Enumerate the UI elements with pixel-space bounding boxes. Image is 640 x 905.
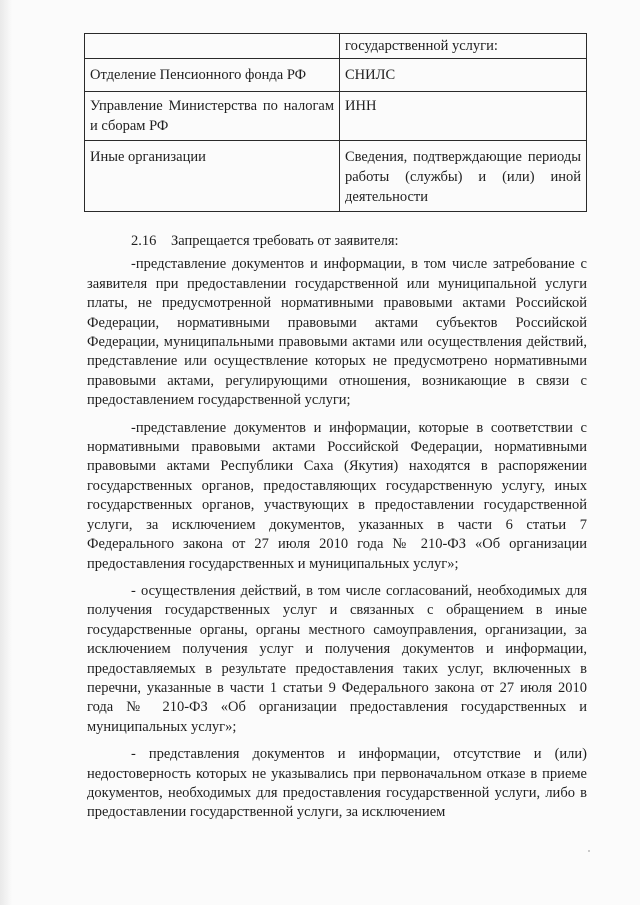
table-cell-doc: государственной услуги:: [340, 34, 587, 59]
table-row: [85, 59, 587, 92]
table-cell-doc: Сведения, подтверждающие периоды работы (службы) и (или) иной деятельности: [340, 141, 587, 212]
org-label: Отделение Пенсионного фонда РФ: [90, 67, 307, 83]
table-row: [85, 34, 587, 59]
table-cell-doc: [340, 59, 587, 92]
table-cell-org: Управление Министерства по налогам и сборам РФ: [85, 92, 340, 141]
documents-table: [84, 33, 587, 212]
doc-label: СНИЛС: [345, 67, 396, 83]
section-number: 2.16: [131, 233, 157, 249]
section-title: Запрещается требовать от заявителя:: [171, 233, 399, 249]
table-cell-org: [85, 59, 340, 92]
scan-speck: [588, 850, 590, 852]
table-cell-org: Иные организации: [85, 141, 340, 212]
table-row: [85, 141, 587, 212]
paragraph: -представление документов и информации, в том числе затребование с заявителя при предоставлении государственной или муниципальной услуги платы, не предусмотренной нормативными правовыми актами Российской Федерации, нормативными правовыми актами субъектов Российской Федерации, муниципальными правовыми актами или осуществления действий, представление или осуществление которых не предусмотрено нормативными правовыми актами, регулирующими отношения, возникающие в связи с предоставлением государственной услуги;: [87, 256, 587, 409]
table-row: [85, 92, 587, 141]
paragraph: - осуществления действий, в том числе согласований, необходимых для получения государственных услуг и связанных с обращением в иные государственные органы, органы местного самоуправления, организации, за исключением получения услуг и получения документов и информации, предоставляемых в результате предоставления таких услуг, включенных в перечни, указанные в части 1 статьи 9 Федерального закона от 27 июля 2010 года № 210-ФЗ «Об организации предоставления государственных и муниципальных услуг»;: [87, 582, 587, 735]
scan-edge-shadow: [0, 0, 12, 905]
table-cell-org: [85, 34, 340, 59]
section-2-16: [87, 232, 587, 831]
table-cell-doc: ИНН: [340, 92, 587, 141]
paragraph: -представление документов и информации, которые в соответствии с нормативными правовыми актами Российской Федерации, нормативными правовыми актами Республики Саха (Якутия) находятся в распоряжении государственных органов, предоставляющих государственную услугу, иных государственных органов, участвующих в предоставлении государственной услуги, за исключением документов, указанных в части 6 статьи 7 Федерального закона от 27 июля 2010 года № 210-ФЗ «Об организации предоставления государственных и муниципальных услуг»;: [87, 419, 587, 572]
paragraph: - представления документов и информации, отсутствие и (или) недостоверность которых не указывались при первоначальном отказе в приеме документов, необходимых для предоставления государственной услуги, либо в предоставлении государственной услуги, за исключением: [87, 746, 587, 821]
section-heading: [87, 232, 587, 251]
